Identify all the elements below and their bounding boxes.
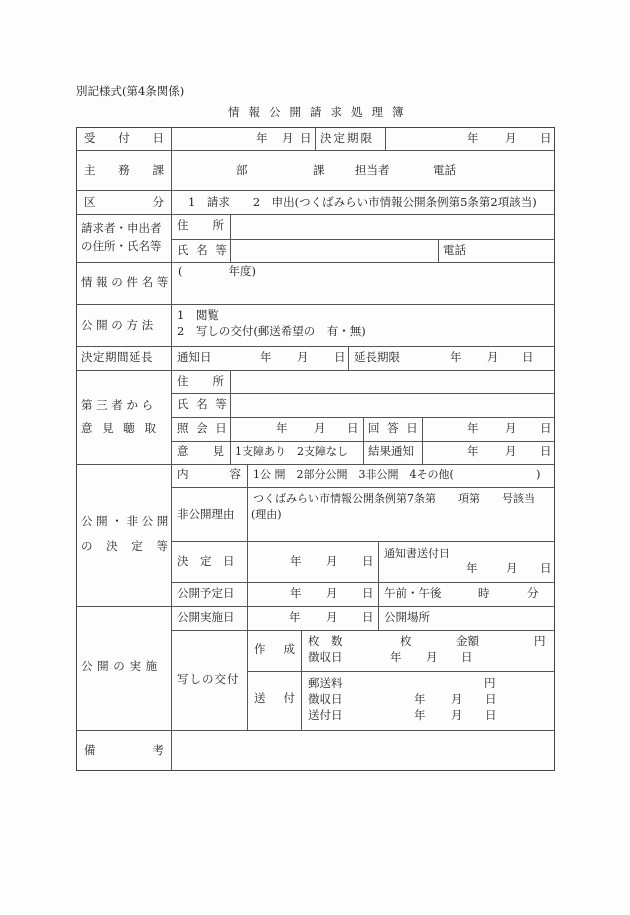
grid-line — [247, 464, 248, 606]
extension-label: 決定期間延長 — [81, 350, 153, 364]
month-unit: 月 — [314, 421, 326, 435]
notice-date-label: 通知日 — [177, 350, 212, 364]
method-label: 公 開 の 方 法 — [81, 318, 154, 332]
yen-unit: 円 — [484, 676, 496, 690]
content-options: 1公 開 2部分公開 3非公開 4その他( — [253, 468, 454, 481]
year-unit: 年 — [290, 586, 302, 600]
grid-line — [247, 671, 555, 672]
answer-date-label: 回 答 日 — [368, 421, 420, 435]
month-unit: 月 — [505, 421, 517, 435]
day-unit: 日 — [461, 650, 473, 664]
grid-line — [230, 370, 231, 464]
grid-line — [76, 370, 555, 371]
department-label: 主 務 課 — [84, 163, 164, 177]
month-unit: 月 — [426, 650, 438, 664]
opinion-value: 1支障あり 2支障なし — [235, 445, 348, 458]
yen-unit: 円 — [534, 634, 546, 648]
grid-line — [76, 464, 555, 465]
third-party-label-line2: 意 見 聴 取 — [81, 421, 159, 435]
grid-line — [171, 487, 555, 488]
day-unit: 日 — [334, 350, 346, 364]
day-unit: 日 — [540, 421, 552, 435]
month-unit: 月 — [505, 131, 517, 145]
grid-line — [76, 190, 555, 191]
grid-line — [76, 262, 555, 263]
hour-unit: 時 — [478, 586, 490, 600]
year-unit: 年 — [260, 350, 272, 364]
grid-line — [171, 630, 555, 631]
month-unit: 月 — [282, 131, 294, 145]
month-unit: 月 — [326, 554, 338, 568]
grid-line — [171, 393, 555, 394]
year-unit: 年 — [390, 650, 402, 664]
form-reference: 別記様式(第4条関係) — [76, 84, 185, 98]
content-label: 内 容 — [177, 467, 241, 481]
year-unit: 年 — [256, 131, 268, 145]
grid-line — [76, 150, 555, 151]
third-party-label-line1: 第 三 者 か ら — [81, 398, 154, 412]
third-party-address-label: 住 所 — [177, 374, 224, 388]
grid-line — [438, 239, 439, 262]
scheduled-date-label: 公開予定日 — [177, 586, 235, 600]
postage-label: 郵送料 — [308, 676, 343, 690]
method-option-1: 1 閲覧 — [177, 308, 219, 322]
day-unit: 日 — [540, 131, 552, 145]
nondisclosure-reason-label: 非公開理由 — [177, 507, 235, 521]
grid-line — [385, 127, 386, 150]
grid-line — [76, 346, 555, 347]
grid-line — [171, 582, 555, 583]
implementation-label: 公 開 の 実 施 — [81, 659, 158, 673]
year-unit: 年 — [290, 554, 302, 568]
day-unit: 日 — [362, 610, 374, 624]
extension-deadline-label: 延長期限 — [354, 350, 400, 364]
info-title-value: ( 年度) — [178, 264, 256, 278]
send-label: 送 付 — [254, 691, 295, 705]
grid-line — [76, 304, 555, 305]
grid-line — [247, 606, 248, 730]
make-label: 作 成 — [254, 642, 295, 656]
grid-line — [378, 606, 379, 630]
month-unit: 月 — [487, 350, 499, 364]
day-unit: 日 — [485, 708, 497, 722]
month-unit: 月 — [506, 561, 518, 575]
day-unit: 日 — [485, 692, 497, 706]
grid-line — [378, 541, 379, 606]
remarks-field[interactable] — [172, 731, 554, 770]
category-value: 1 請求 2 申出(つくばみらい市情報公開条例第5条第2項該当) — [188, 195, 537, 209]
grid-line — [422, 417, 423, 464]
year-unit: 年 — [289, 610, 301, 624]
copy-delivery-label: 写しの交付 — [177, 672, 240, 686]
grid-line — [301, 630, 302, 730]
bu-label: 部 — [236, 163, 248, 177]
category-label: 区 分 — [84, 195, 164, 209]
requester-label-line2: の住所・氏名等 — [81, 239, 162, 253]
receipt-date-label: 受 付 日 — [84, 131, 164, 145]
implementation-place-label: 公開場所 — [384, 610, 430, 624]
method-option-2: 2 写しの交付(郵送希望の 有・無) — [177, 324, 366, 338]
day-unit: 日 — [347, 421, 359, 435]
content-close-paren: ) — [536, 467, 541, 481]
day-unit: 日 — [300, 131, 312, 145]
year-unit: 年 — [450, 350, 462, 364]
day-unit: 日 — [540, 444, 552, 458]
nondisclosure-reason-clause: つくばみらい市情報公開条例第7条第 項第 号該当 — [253, 492, 535, 505]
requester-name-label: 氏 名 等 — [177, 243, 229, 257]
day-unit: 日 — [362, 554, 374, 568]
month-unit: 月 — [451, 692, 463, 706]
grid-line — [348, 346, 349, 370]
day-unit: 日 — [362, 586, 374, 600]
inquiry-date-label: 照 会 日 — [177, 421, 229, 435]
requester-address-label: 住 所 — [177, 218, 224, 232]
grid-line — [171, 541, 555, 542]
implementation-date-label: 公開実施日 — [177, 610, 235, 624]
year-unit: 年 — [414, 708, 426, 722]
third-party-name-label: 氏 名 等 — [177, 397, 229, 411]
grid-line — [76, 214, 555, 215]
am-pm-label: 午前・午後 — [384, 586, 442, 600]
month-unit: 月 — [297, 350, 309, 364]
collection-date-label: 徴収日 — [308, 650, 343, 664]
requester-label-line1: 請求者・申出者 — [81, 221, 162, 235]
grid-line — [230, 214, 231, 262]
month-unit: 月 — [326, 586, 338, 600]
decision-label-line1: 公 開 ・ 非 公 開 — [81, 514, 169, 528]
result-notice-label: 結果通知 — [368, 444, 414, 458]
decision-date-label: 決 定 日 — [177, 554, 235, 568]
page-title: 情報公開請求処理簿 — [228, 105, 413, 119]
grid-line — [363, 417, 364, 464]
day-unit: 日 — [522, 350, 534, 364]
year-unit: 年 — [467, 131, 479, 145]
ka-label: 課 — [313, 163, 325, 177]
year-unit: 年 — [466, 561, 478, 575]
sheets-unit: 枚 — [400, 634, 412, 648]
info-title-label: 情 報 の 件 名 等 — [81, 275, 169, 289]
year-unit: 年 — [414, 692, 426, 706]
amount-label: 金額 — [456, 634, 479, 648]
postage-collection-date-label: 徴収日 — [308, 692, 343, 706]
grid-line — [76, 606, 555, 607]
phone-label: 電話 — [433, 163, 456, 177]
remarks-label: 備 考 — [84, 743, 164, 757]
month-unit: 月 — [505, 444, 517, 458]
year-unit: 年 — [467, 444, 479, 458]
grid-line — [171, 127, 172, 771]
year-unit: 年 — [467, 421, 479, 435]
notice-sent-date-label: 通知書送付日 — [384, 547, 450, 560]
grid-line — [315, 127, 316, 150]
sent-date-label: 送付日 — [308, 708, 343, 722]
year-unit: 年 — [276, 421, 288, 435]
day-unit: 日 — [540, 561, 552, 575]
decision-label-line2: の 決 定 等 — [81, 539, 173, 553]
grid-line — [171, 239, 555, 240]
month-unit: 月 — [451, 708, 463, 722]
month-unit: 月 — [326, 610, 338, 624]
sheets-label: 枚 数 — [308, 634, 343, 648]
opinion-label: 意 見 — [177, 444, 224, 458]
person-in-charge-label: 担当者 — [355, 163, 390, 177]
nondisclosure-reason-text: (理由) — [251, 508, 282, 521]
requester-phone-label: 電話 — [443, 243, 466, 257]
deadline-label: 決定期限 — [320, 131, 374, 145]
minute-unit: 分 — [527, 586, 539, 600]
